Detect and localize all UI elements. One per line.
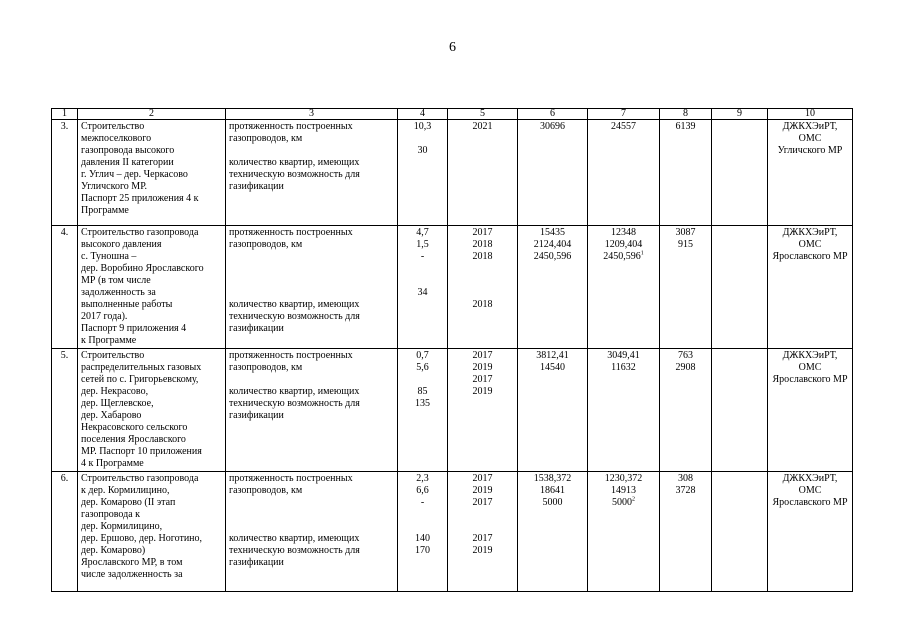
cell-line: ДЖКХЭиРТ, bbox=[782, 350, 838, 361]
indicator-cell bbox=[226, 226, 398, 349]
indicator-cell bbox=[226, 349, 398, 472]
cell-line: количество квартир, имеющих bbox=[229, 533, 360, 544]
cell-line: 3812,41 bbox=[536, 350, 569, 361]
cell-line: Программе bbox=[81, 205, 129, 216]
cell-line: газопровода высокого bbox=[81, 145, 175, 156]
cell-line: 3728 bbox=[675, 485, 696, 496]
cell-line: с. Туношна – bbox=[81, 251, 137, 262]
program-table bbox=[51, 108, 853, 592]
cell-line: ОМС bbox=[798, 362, 822, 373]
row-number-cell bbox=[52, 120, 78, 226]
cell-line: 2019 bbox=[472, 362, 493, 373]
cell-line: газопроводов, км bbox=[229, 239, 303, 250]
row-number: 6. bbox=[60, 473, 69, 484]
cell-line: ОМС bbox=[798, 133, 822, 144]
header-cell: 2 bbox=[78, 109, 226, 120]
cell-line: к дер. Кормилицино, bbox=[81, 485, 170, 496]
cell-line: дер. Некрасово, bbox=[81, 386, 149, 397]
cell-line: 2019 bbox=[472, 485, 493, 496]
cell-line: 3087 bbox=[675, 227, 696, 238]
cell-line: 2017 bbox=[472, 374, 493, 385]
table-row bbox=[52, 226, 853, 349]
cell-line: 2021 bbox=[472, 121, 493, 132]
cell-line: - bbox=[420, 497, 425, 508]
cell-line: поселения Ярославского bbox=[81, 434, 186, 445]
year-cell bbox=[448, 349, 518, 472]
cell-line: Угличского МР bbox=[777, 145, 843, 156]
cell-line: - bbox=[420, 251, 425, 262]
amount-total-cell bbox=[518, 226, 588, 349]
amount-local-cell bbox=[660, 120, 712, 226]
indicator-value-cell bbox=[398, 472, 448, 592]
cell-line: Угличского МР. bbox=[81, 181, 148, 192]
executor-cell bbox=[768, 349, 853, 472]
year-cell bbox=[448, 472, 518, 592]
table-row bbox=[52, 120, 853, 226]
footnote-mark: 1 bbox=[640, 250, 644, 257]
cell-line: газификации bbox=[229, 181, 284, 192]
cell-line: ДЖКХЭиРТ, bbox=[782, 473, 838, 484]
executor-cell bbox=[768, 472, 853, 592]
cell-line: 2,3 bbox=[416, 473, 429, 484]
cell-line: 18641 bbox=[540, 485, 565, 496]
cell-line: газификации bbox=[229, 557, 284, 568]
cell-line: 2019 bbox=[472, 386, 493, 397]
cell-line: ДЖКХЭиРТ, bbox=[782, 121, 838, 132]
cell-line: Ярославского МР bbox=[772, 374, 848, 385]
cell-line: 2017 bbox=[472, 350, 493, 361]
amount-total-cell bbox=[518, 349, 588, 472]
cell-line: 2450,596$^1$ bbox=[603, 250, 644, 262]
cell-line: дер. Кормилицино, bbox=[81, 521, 163, 532]
amount-other-cell bbox=[712, 472, 768, 592]
row-number-cell bbox=[52, 226, 78, 349]
header-cell: 1 bbox=[52, 109, 78, 120]
cell-line: г. Углич – дер. Черкасово bbox=[81, 169, 188, 180]
cell-line: дер. Ершово, дер. Ноготино, bbox=[81, 533, 203, 544]
cell-line: газопроводов, км bbox=[229, 133, 303, 144]
cell-line: техническую возможность для bbox=[229, 169, 360, 180]
cell-line: 308 bbox=[678, 473, 693, 484]
cell-line: Строительство bbox=[81, 121, 145, 132]
cell-line: 6,6 bbox=[416, 485, 429, 496]
cell-line: 0,7 bbox=[416, 350, 429, 361]
cell-line: 10,3 bbox=[413, 121, 432, 132]
cell-line: количество квартир, имеющих bbox=[229, 299, 360, 310]
cell-line: 4,7 bbox=[416, 227, 429, 238]
cell-line: 1209,404 bbox=[604, 239, 643, 250]
cell-line: Некрасовского сельского bbox=[81, 422, 188, 433]
indicator-value-cell bbox=[398, 349, 448, 472]
header-cell: 6 bbox=[518, 109, 588, 120]
cell-line: 30696 bbox=[540, 121, 565, 132]
cell-line: МР (в том числе bbox=[81, 275, 151, 286]
cell-line: газификации bbox=[229, 323, 284, 334]
year-cell bbox=[448, 226, 518, 349]
cell-line: МР. Паспорт 10 приложения bbox=[81, 446, 202, 457]
header-cell: 10 bbox=[768, 109, 853, 120]
amount-local-cell bbox=[660, 349, 712, 472]
cell-line: протяженность построенных bbox=[229, 227, 353, 238]
amount-other-cell bbox=[712, 349, 768, 472]
cell-line: 763 bbox=[678, 350, 693, 361]
cell-line: 170 bbox=[415, 545, 430, 556]
cell-line: давления II категории bbox=[81, 157, 174, 168]
cell-line: Строительство газопровода bbox=[81, 473, 199, 484]
amount-total-cell bbox=[518, 120, 588, 226]
cell-line: 30 bbox=[417, 145, 428, 156]
cell-line: 14540 bbox=[540, 362, 565, 373]
header-cell: 4 bbox=[398, 109, 448, 120]
cell-line: дер. Комарово (II этап bbox=[81, 497, 176, 508]
cell-line: количество квартир, имеющих bbox=[229, 157, 360, 168]
cell-line: дер. Хабарово bbox=[81, 410, 142, 421]
amount-other-cell bbox=[712, 226, 768, 349]
cell-line: к Программе bbox=[81, 335, 137, 346]
cell-line: 34 bbox=[417, 287, 428, 298]
table-row bbox=[52, 349, 853, 472]
indicator-value-cell bbox=[398, 226, 448, 349]
cell-line: 2019 bbox=[472, 545, 493, 556]
cell-line: 2017 bbox=[472, 227, 493, 238]
cell-line: 1230,372 bbox=[604, 473, 643, 484]
cell-line: 2450,596 bbox=[533, 251, 572, 262]
cell-line: протяженность построенных bbox=[229, 121, 353, 132]
cell-line: 14913 bbox=[611, 485, 636, 496]
indicator-value-cell bbox=[398, 120, 448, 226]
cell-line: сетей по с. Григорьевскому, bbox=[81, 374, 199, 385]
cell-line: 24557 bbox=[611, 121, 636, 132]
cell-line: 4 к Программе bbox=[81, 458, 144, 469]
executor-cell bbox=[768, 226, 853, 349]
cell-line: межпоселкового bbox=[81, 133, 152, 144]
footnote-mark: 2 bbox=[632, 496, 635, 503]
indicator-cell bbox=[226, 120, 398, 226]
header-row bbox=[52, 109, 853, 120]
cell-line: Строительство bbox=[81, 350, 145, 361]
cell-line: количество квартир, имеющих bbox=[229, 386, 360, 397]
cell-line: 2018 bbox=[472, 251, 493, 262]
cell-line: 5000 bbox=[542, 497, 563, 508]
header-cell: 9 bbox=[712, 109, 768, 120]
indicator-cell bbox=[226, 472, 398, 592]
event-name-cell bbox=[78, 472, 226, 592]
cell-line: ДЖКХЭиРТ, bbox=[782, 227, 838, 238]
cell-line: 5000$^2$ bbox=[612, 496, 635, 508]
amount-other-cell bbox=[712, 120, 768, 226]
cell-line: 6139 bbox=[675, 121, 696, 132]
amount-local-cell bbox=[660, 226, 712, 349]
amount-regional-cell bbox=[588, 349, 660, 472]
cell-line: 2017 bbox=[472, 497, 493, 508]
cell-line: 2017 года). bbox=[81, 311, 128, 322]
cell-line: 2908 bbox=[675, 362, 696, 373]
cell-line: 2017 bbox=[472, 533, 493, 544]
cell-line: техническую возможность для bbox=[229, 398, 360, 409]
cell-line: протяженность построенных bbox=[229, 350, 353, 361]
cell-line: газопровода к bbox=[81, 509, 141, 520]
cell-line: 2018 bbox=[472, 299, 493, 310]
cell-line: дер. Комарово) bbox=[81, 545, 146, 556]
amount-local-cell bbox=[660, 472, 712, 592]
cell-line: 2124,404 bbox=[533, 239, 572, 250]
page-number: 6 bbox=[449, 40, 456, 55]
cell-line: дер. Воробино Ярославского bbox=[81, 263, 204, 274]
cell-line: задолженность за bbox=[81, 287, 156, 298]
year-cell bbox=[448, 120, 518, 226]
cell-line: газификации bbox=[229, 410, 284, 421]
cell-line: Строительство газопровода bbox=[81, 227, 199, 238]
cell-line: Ярославского МР, в том bbox=[81, 557, 183, 568]
cell-line: 2017 bbox=[472, 473, 493, 484]
cell-line: 12348 bbox=[611, 227, 636, 238]
header-cell: 3 bbox=[226, 109, 398, 120]
cell-line: газопроводов, км bbox=[229, 362, 303, 373]
cell-line: Паспорт 25 приложения 4 к bbox=[81, 193, 199, 204]
row-number: 5. bbox=[60, 350, 69, 361]
cell-line: 135 bbox=[415, 398, 430, 409]
cell-line: Ярославского МР bbox=[772, 497, 848, 508]
event-name-cell bbox=[78, 120, 226, 226]
cell-line: распределительных газовых bbox=[81, 362, 202, 373]
header-cell: 7 bbox=[588, 109, 660, 120]
cell-line: Ярославского МР bbox=[772, 251, 848, 262]
header-cell: 5 bbox=[448, 109, 518, 120]
amount-regional-cell bbox=[588, 472, 660, 592]
cell-line: техническую возможность для bbox=[229, 311, 360, 322]
cell-line: 1,5 bbox=[416, 239, 429, 250]
cell-line: Паспорт 9 приложения 4 bbox=[81, 323, 187, 334]
cell-line: высокого давления bbox=[81, 239, 162, 250]
cell-line: выполненные работы bbox=[81, 299, 173, 310]
event-name-cell bbox=[78, 349, 226, 472]
table-row bbox=[52, 472, 853, 592]
cell-line: техническую возможность для bbox=[229, 545, 360, 556]
cell-line: 3049,41 bbox=[607, 350, 640, 361]
executor-cell bbox=[768, 120, 853, 226]
amount-regional-cell bbox=[588, 226, 660, 349]
cell-line: газопроводов, км bbox=[229, 485, 303, 496]
cell-line: 140 bbox=[415, 533, 430, 544]
cell-line: протяженность построенных bbox=[229, 473, 353, 484]
header-cell: 8 bbox=[660, 109, 712, 120]
cell-line: числе задолженность за bbox=[81, 569, 183, 580]
row-number: 3. bbox=[60, 121, 69, 132]
event-name-cell bbox=[78, 226, 226, 349]
cell-line: 11632 bbox=[611, 362, 636, 373]
cell-line: дер. Щеглевское, bbox=[81, 398, 154, 409]
row-number-cell bbox=[52, 472, 78, 592]
cell-line: 2018 bbox=[472, 239, 493, 250]
cell-line: 5,6 bbox=[416, 362, 429, 373]
cell-line: 915 bbox=[678, 239, 693, 250]
row-number-cell bbox=[52, 349, 78, 472]
amount-total-cell bbox=[518, 472, 588, 592]
row-number: 4. bbox=[60, 227, 69, 238]
amount-regional-cell bbox=[588, 120, 660, 226]
cell-line: 85 bbox=[417, 386, 428, 397]
cell-line: 1538,372 bbox=[533, 473, 572, 484]
cell-line: ОМС bbox=[798, 485, 822, 496]
cell-line: 15435 bbox=[540, 227, 565, 238]
cell-line: ОМС bbox=[798, 239, 822, 250]
